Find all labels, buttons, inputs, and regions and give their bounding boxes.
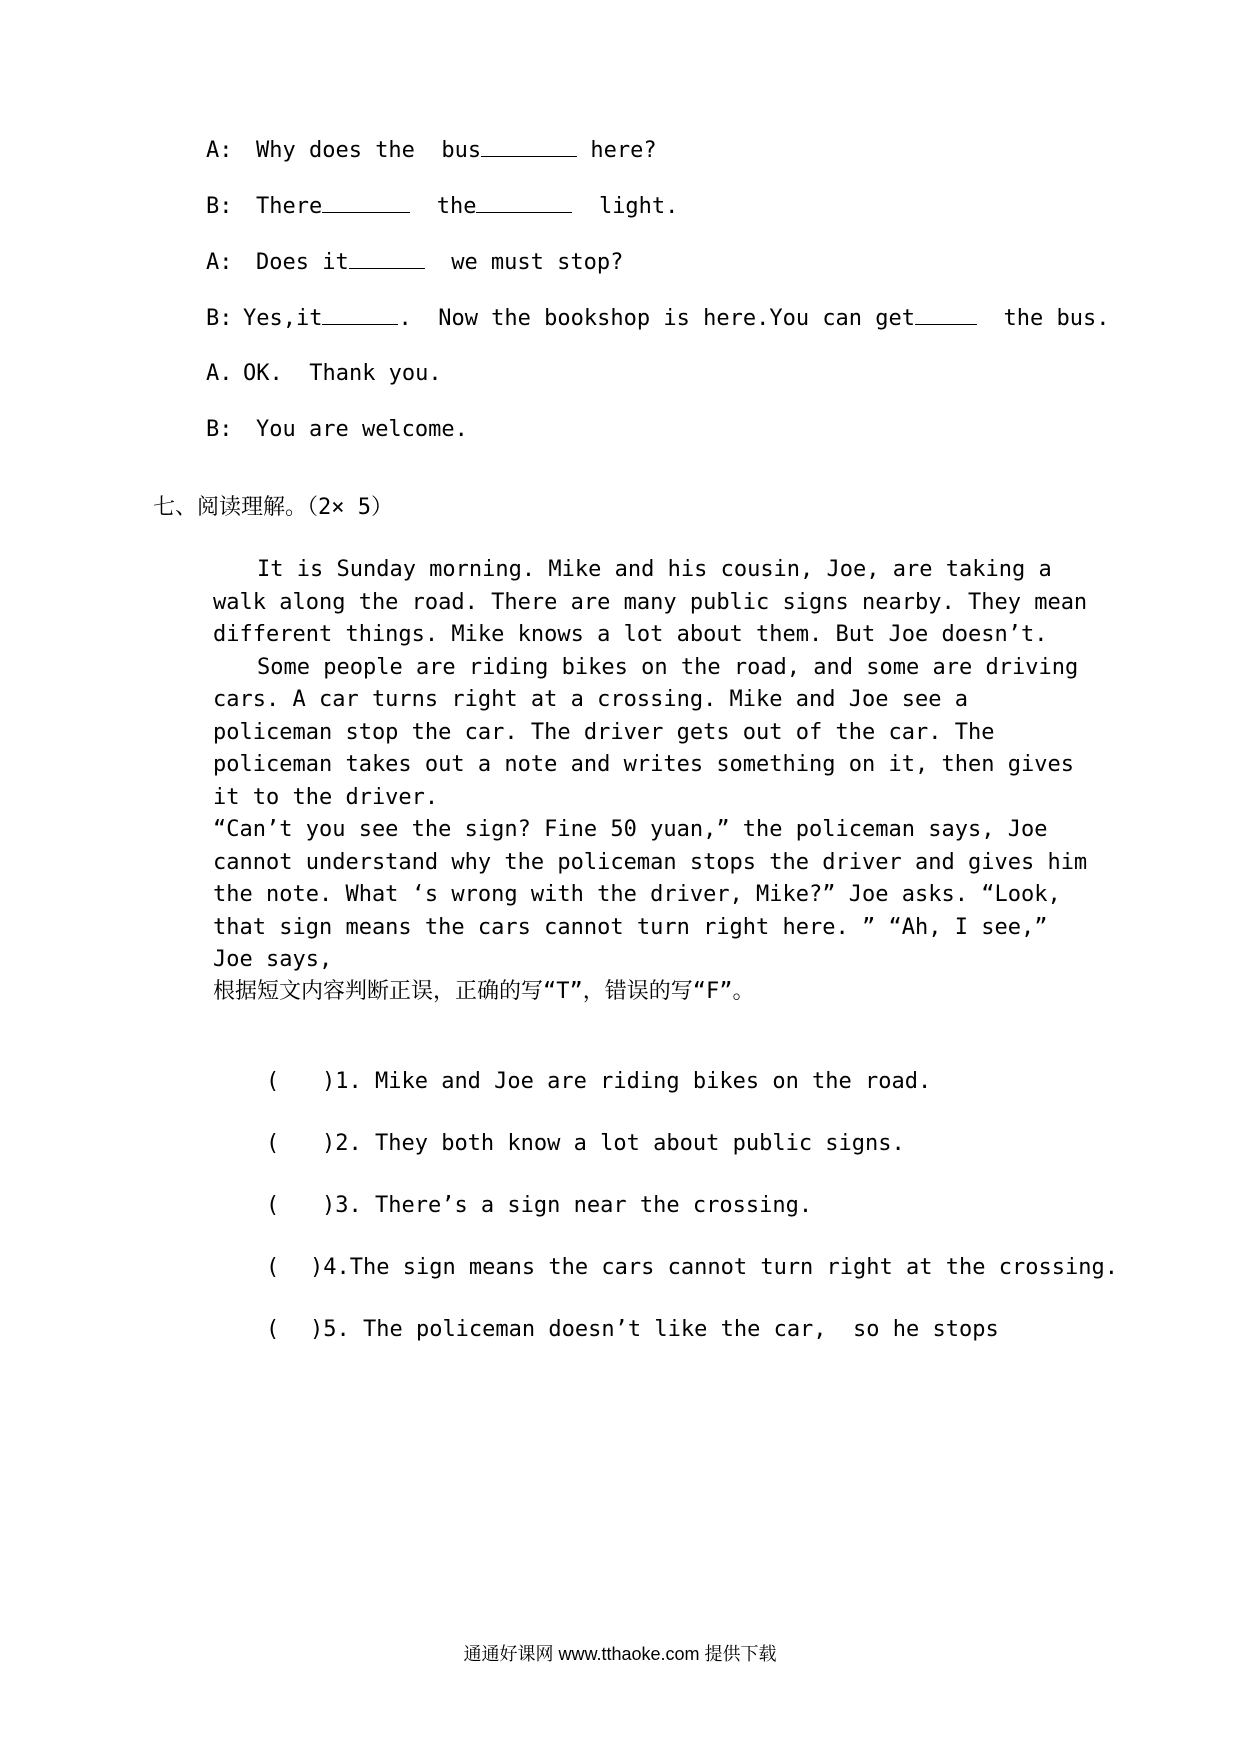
passage-paragraph-1: It is Sunday morning. Mike and his cousin, Joe, are taking a walk along the road. There are many public signs nearby. They mean different things. Mike knows a lot about them. But Joe doesn’t. [213, 557, 1088, 647]
instruction-text: 根据短文内容判断正误，正确的写“T”，错误的写“F”。 [213, 979, 755, 1004]
dialogue-text: OK. Thank you. [242, 361, 442, 386]
passage-paragraph-2: Some people are riding bikes on the road, and some are driving cars. A car turns right at a crossing. Mike and Joe see a policeman stop the car. The driver gets out of the car. The policeman takes out a note and writes something on it, then gives it to the driver. [213, 654, 1079, 810]
dialogue-text: Yes,it [242, 306, 323, 331]
question-text: 5. The policeman doesn’t like the car, so he stops [323, 1317, 999, 1342]
answer-paren-close: ) [309, 1255, 324, 1280]
answer-blank[interactable] [481, 136, 577, 157]
dialogue-line-6 [153, 388, 468, 472]
answer-blank[interactable] [322, 304, 398, 325]
section-title: 七、阅读理解。（2× 5） [153, 495, 393, 520]
answer-paren-close: ) [321, 1193, 336, 1218]
answer-blank[interactable] [915, 304, 977, 325]
speaker-label: B: [205, 194, 233, 219]
speaker-label: A: [205, 138, 233, 163]
answer-paren-open[interactable]: ( [265, 1131, 280, 1156]
question-text: 1. Mike and Joe are riding bikes on the road. [335, 1069, 932, 1094]
answer-blank[interactable] [349, 248, 425, 269]
dialogue-text: light. [572, 194, 679, 219]
reading-passage [213, 554, 1093, 977]
answer-blank[interactable] [476, 192, 572, 213]
speaker-label: B: [205, 417, 233, 442]
question-text: 4.The sign means the cars cannot turn right at the crossing. [323, 1255, 1118, 1280]
answer-blank[interactable] [322, 192, 410, 213]
answer-paren-open[interactable]: ( [265, 1255, 280, 1280]
answer-paren-open[interactable]: ( [265, 1069, 280, 1094]
dialogue-text: we must stop? [424, 250, 624, 275]
dialogue-text: You are welcome. [255, 417, 468, 442]
dialogue-text: the bus. [977, 306, 1110, 331]
answer-paren-open[interactable]: ( [265, 1317, 280, 1342]
dialogue-text: Why does the bus [255, 138, 482, 163]
speaker-label: B: [205, 306, 233, 331]
dialogue-text: . Now the bookshop is here.You can get [398, 306, 916, 331]
page-footer: 通通好课网 www.tthaoke.com 提供下载 [463, 1644, 777, 1664]
dialogue-text: There [255, 194, 323, 219]
question-5 [213, 1288, 999, 1372]
question-text: 3. There’s a sign near the crossing. [335, 1193, 813, 1218]
answer-paren-close: ) [321, 1131, 336, 1156]
answer-paren-open[interactable]: ( [265, 1193, 280, 1218]
question-text: 2. They both know a lot about public signs. [335, 1131, 905, 1156]
dialogue-text: here? [577, 138, 657, 163]
passage-paragraph-3: “Can’t you see the sign? Fine 50 yuan,” the policeman says, Joe cannot understand why the policeman stops the driver and gives him the note. What ‘s wrong with the driver, Mike?” Joe asks. “Look, that sign means the cars cannot turn right here. ” “Ah, I see,” Joe says, [213, 817, 1088, 972]
speaker-label: A: [205, 250, 233, 275]
dialogue-text: the [410, 194, 477, 219]
speaker-label: A. [205, 361, 233, 386]
answer-paren-close: ) [309, 1317, 324, 1342]
answer-paren-close: ) [321, 1069, 336, 1094]
dialogue-text: Does it [255, 250, 349, 275]
